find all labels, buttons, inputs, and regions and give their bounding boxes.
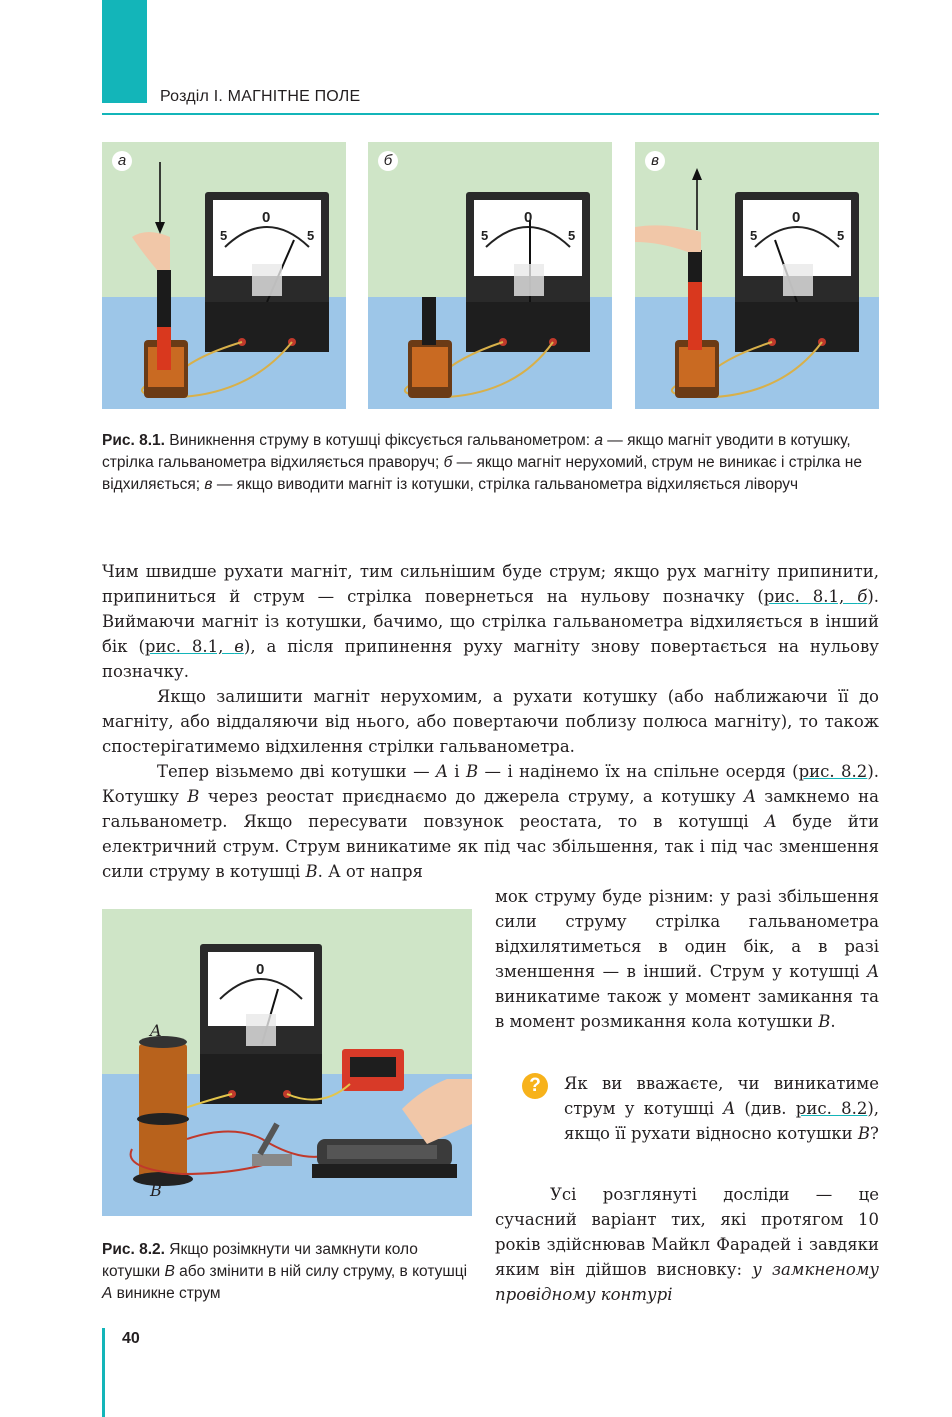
coil-a: A [435,762,448,781]
coil-b: B [305,862,318,881]
text: Усі розглянуті досліди — це сучасний варіант тих, які протягом 10 років здійснював Майкл Фарадей і завдяки яким він дійшов висновку: [495,1185,879,1279]
two-coils-experiment-photo [102,909,472,1216]
caption-letter: в [204,476,213,493]
panel-label-a: а [112,151,132,171]
section-header: Розділ І. МАГНІТНЕ ПОЛЕ [160,88,361,105]
svg-text:5: 5 [568,228,576,243]
figure-link[interactable]: рис. 8.2 [795,1099,868,1118]
galvanometer-experiment-photo-a [102,142,346,409]
galvanometer-experiment-photo-v [635,142,879,409]
caption-text: Якщо розімкнути чи замкнути коло котушки [102,1241,418,1280]
text: ). Котушку [102,762,879,806]
coil-b: B [857,1124,871,1143]
page-number: 40 [122,1330,140,1347]
coil-a: A [867,962,879,981]
caption-text: або змінити в ній силу струму, в котушці [174,1263,468,1280]
text: і [447,762,466,781]
main-text-bottom [495,1182,879,1307]
coil-b: B [818,1012,831,1031]
coil-a-label: A [150,1021,162,1040]
svg-text:5: 5 [837,228,845,243]
coil-a: A [743,787,756,806]
text: буде йти електричний струм. Струм виникатиме як під час збільшення, так і під час зменшення сили струму в котушці [102,812,879,881]
caption-letter: б [443,454,453,471]
text: через реостат приєднаємо до джерела струму, а котушку [199,787,744,806]
svg-text:0: 0 [792,209,801,226]
coil-a: A [764,812,777,831]
figure-8-1-panel-v [635,142,879,409]
figure-number: Рис. 8.1. [102,432,165,449]
link-letter[interactable]: в [234,637,244,656]
text: ? [870,1124,879,1143]
question-text [564,1071,879,1146]
chapter-tab [102,0,147,103]
figure-8-2 [102,909,472,1216]
link-letter[interactable]: б [857,587,868,606]
coil-b: B [187,787,200,806]
text: ), якщо її рухати відносно котушки [564,1099,879,1143]
header-divider [102,113,879,115]
link-text[interactable]: рис. 8.1, [763,587,858,606]
paragraph-4 [495,1182,879,1307]
main-text-top [102,559,879,884]
figure-number: Рис. 8.2. [102,1241,165,1258]
svg-text:0: 0 [524,209,533,226]
coil-a: A [723,1099,736,1118]
figure-link[interactable] [145,637,244,656]
text: мок струму буде різним: у разі збільшення сили струму стрілка гальванометра відхилятиметься в один бік, а в разі зменшення — в інший. Струм у котушці [495,887,879,981]
text: . [830,1012,836,1031]
panel-label-b: б [378,151,398,171]
svg-text:5: 5 [220,228,228,243]
svg-text:0: 0 [262,209,271,226]
text: виникатиме також у момент замикання та в момент розмикання кола котушки [495,987,879,1031]
question-block [564,1071,879,1146]
text: ), а після припинення руху магніту знову повертається на нульову позначку. [102,637,879,681]
caption-text: — якщо магніт нерухомий, струм не виникає і стрілка не відхиляється; [102,454,862,493]
panel-label-v: в [645,151,665,171]
text: ). Виймаючи магніт із котушки, бачимо, що стрілка гальванометра відхиляється в інший бік ( [102,587,879,656]
figure-8-1-panel-b [368,142,612,409]
svg-text:5: 5 [307,228,315,243]
text: Як ви вважаєте, чи виникатиме струм у котушці [564,1074,879,1118]
figure-link[interactable]: рис. 8.2 [798,762,868,781]
svg-text:5: 5 [750,228,758,243]
caption-text: Виникнення струму в котушці фіксується гальванометром: [164,432,595,449]
paragraph-1 [102,559,879,684]
emphasis-text: у замкненому провідному контурі [495,1260,880,1304]
paragraph-2: Якщо залишити магніт нерухомим, а рухати котушку (або наближаючи її до магніту, або віддаляючи від нього, або повертаючи поблизу полюса магніту), то також спостерігатимемо відхилення стрілки гальванометра. [102,687,879,756]
paragraph-3 [102,759,879,884]
caption-text: — якщо магніт уводити в котушку, стрілка гальванометра відхиляється праворуч; [102,432,851,471]
coil-b-label: B [150,1181,162,1200]
caption-coil: B [164,1263,175,1280]
caption-coil: A [102,1285,113,1302]
footer-rule [102,1328,105,1417]
text: (див. [735,1099,796,1118]
figure-link[interactable] [764,587,868,606]
text: . А от напря [317,862,423,881]
text: Чим швидше рухати магніт, тим сильнішим буде струм; якщо рух магніту припинити, припиниться й струм — стрілка повернеться на нульову позначку ( [102,562,879,606]
main-text-right-column [495,884,879,1034]
text: Тепер візьмемо дві котушки — [157,762,436,781]
figure-8-1-caption [102,430,862,496]
caption-letter: а [594,432,603,449]
coil-b: B [466,762,479,781]
galvanometer-experiment-photo-b [368,142,612,409]
question-icon: ? [522,1073,548,1099]
text: замкнемо на гальванометр. Якщо пересувати повзунок реостата, то в котушці [102,787,879,831]
caption-text: виникне струм [112,1285,221,1302]
figure-8-1-panel-a [102,142,346,409]
text: — і надінемо їх на спільне осердя ( [478,762,799,781]
svg-text:5: 5 [481,228,489,243]
caption-text: — якщо виводити магніт із котушки, стрілка гальванометра відхиляється ліворуч [212,476,799,493]
paragraph-3-continued [495,884,879,1034]
svg-text:0: 0 [256,961,265,978]
link-text[interactable]: рис. 8.1, [144,637,235,656]
figure-8-2-caption [102,1239,474,1305]
